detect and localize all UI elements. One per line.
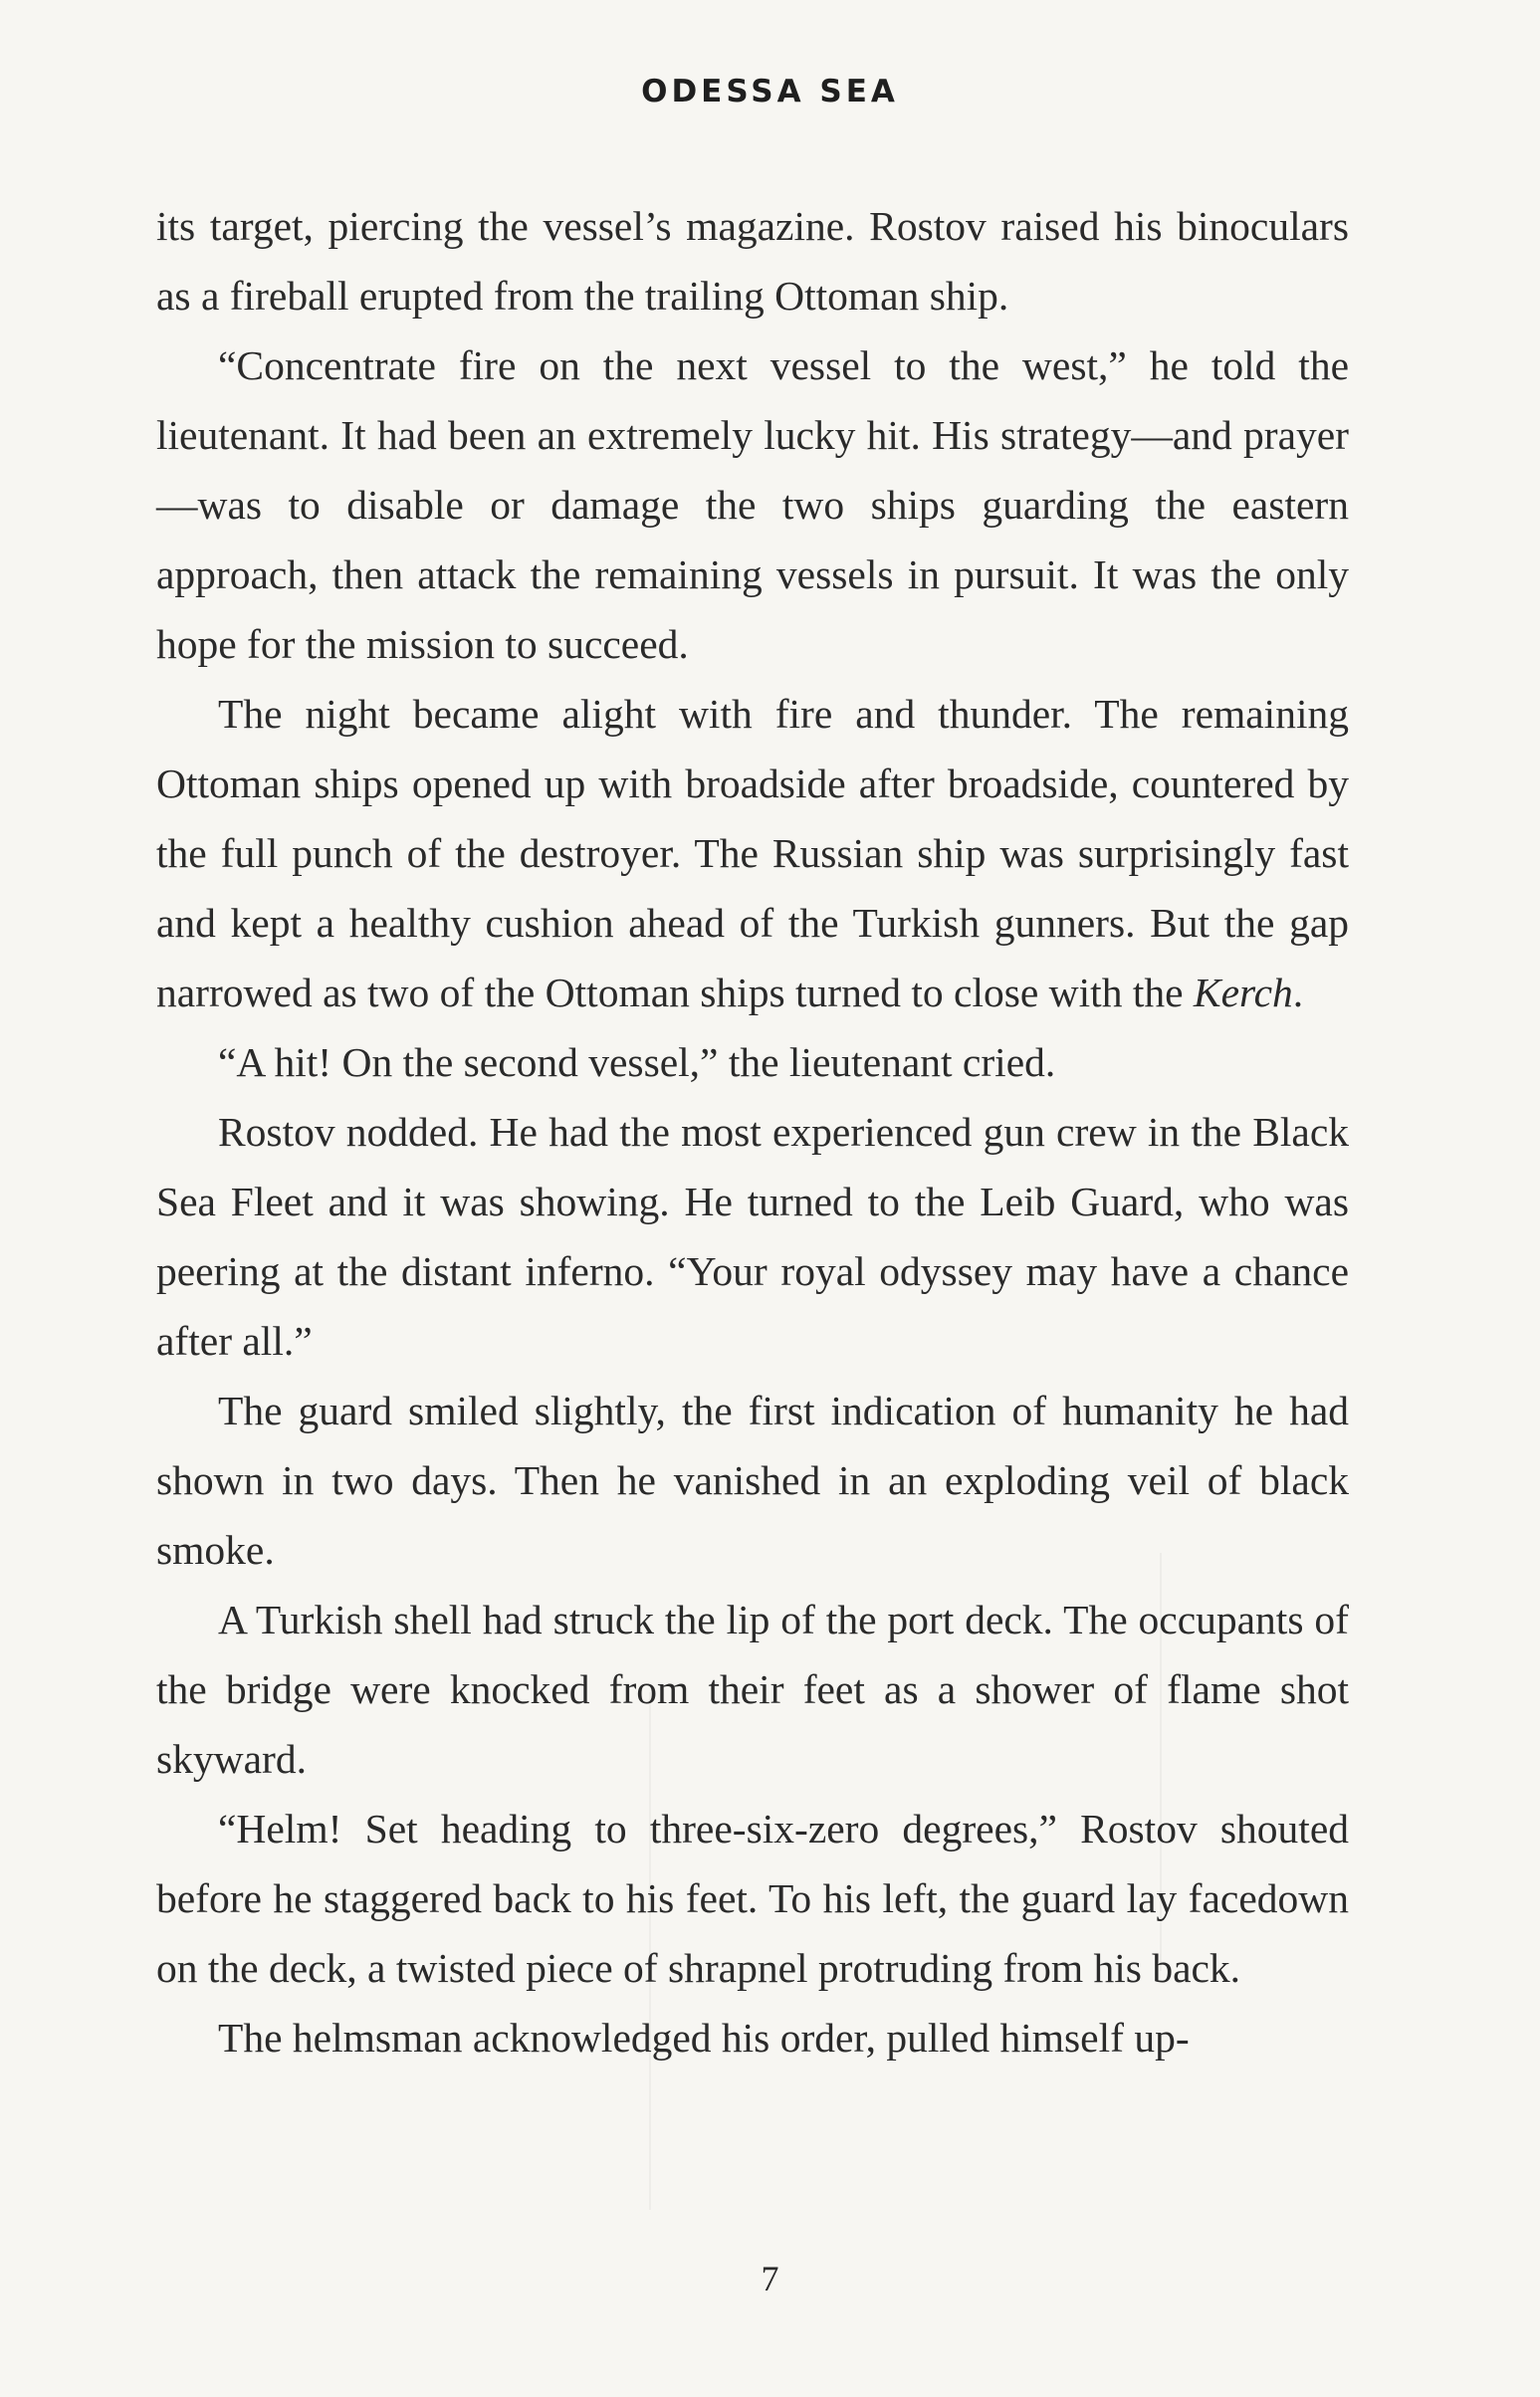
ship-name: Kerch (1193, 970, 1293, 1015)
page-number: 7 (761, 2259, 779, 2298)
paragraph: its target, piercing the vessel’s magazine. Rostov raised his binoculars as a fireball erupted from the trailing Ottoman ship. (156, 203, 1349, 319)
paragraph: The helmsman acknowledged his order, pulled himself up- (218, 2015, 1190, 2061)
paragraph: “Concentrate fire on the next vessel to the west,” he told the lieutenant. It had been an extremely lucky hit. His strategy—and prayer—was to disable or damage the two ships guarding the eastern approach, then attack the remaining vessels in pursuit. It was the only hope for the mission to succeed. (156, 342, 1349, 667)
paragraph: “Helm! Set heading to three-six-zero degrees,” Rostov shouted before he staggered back to his feet. To his left, the guard lay facedown on the deck, a twisted piece of shrapnel protruding from his back. (156, 1806, 1349, 1991)
paragraph: Rostov nodded. He had the most experienced gun crew in the Black Sea Fleet and it was showing. He turned to the Leib Guard, who was peering at the distant inferno. “Your royal odyssey may have a chance after all.” (156, 1109, 1349, 1364)
body-text (156, 191, 1349, 2072)
paragraph: “A hit! On the second vessel,” the lieutenant cried. (218, 1039, 1056, 1085)
running-head: ODESSA SEA (641, 74, 899, 109)
paragraph: A Turkish shell had struck the lip of the port deck. The occupants of the bridge were knocked from their feet as a shower of flame shot skyward. (156, 1597, 1349, 1782)
paragraph: The night became alight with fire and thunder. The remaining Ottoman ships opened up with broadside after broadside, countered by the full punch of the destroyer. The Russian ship was surprisingly fast and kept a healthy cushion ahead of the Turkish gunners. But the gap narrowed as two of the Ottoman ships turned to close with the Kerch. (156, 691, 1349, 1015)
paragraph: The guard smiled slightly, the first indication of humanity he had shown in two days. Then he vanished in an exploding veil of black smoke. (156, 1388, 1349, 1573)
